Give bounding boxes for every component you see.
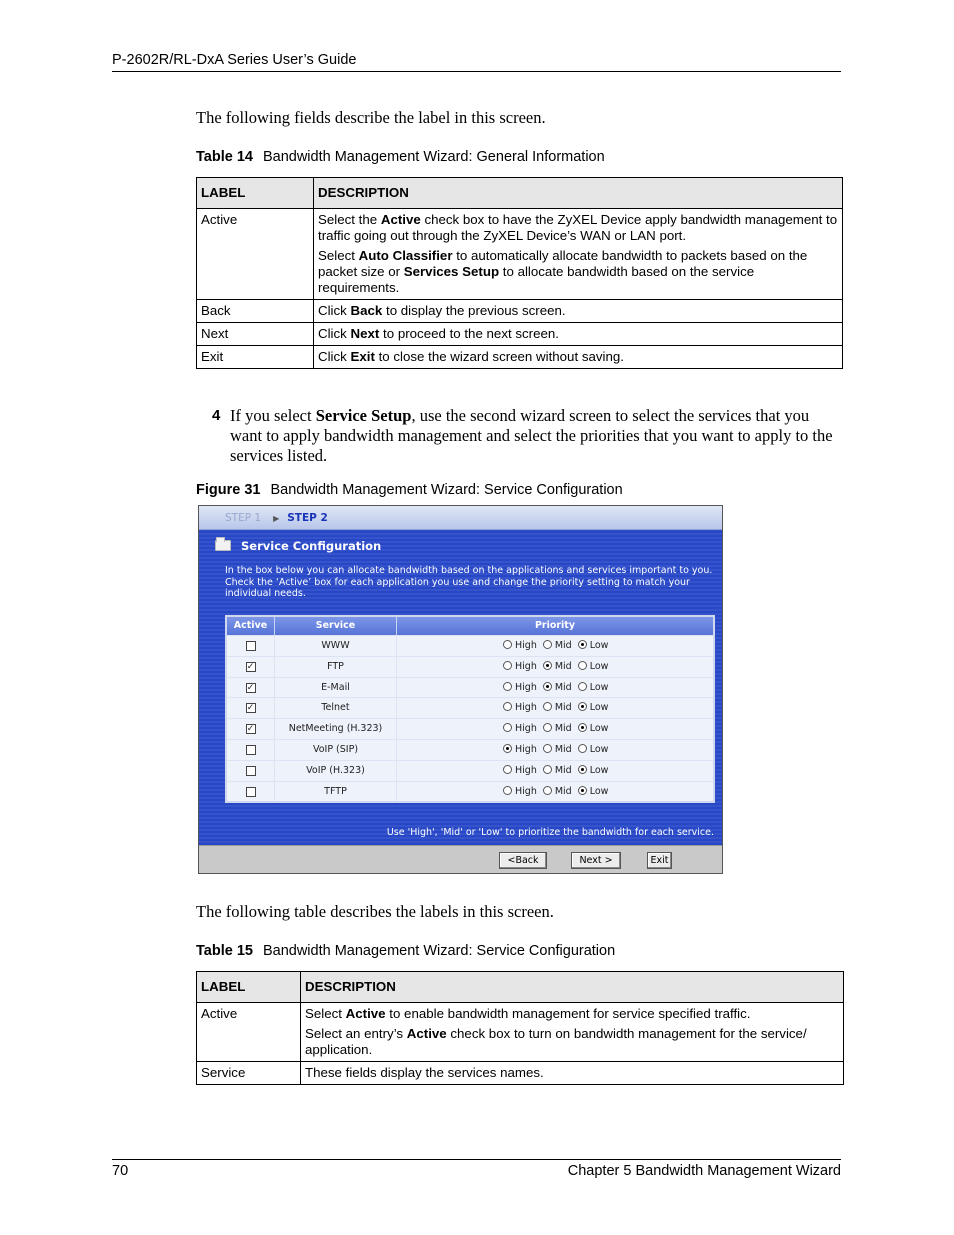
priority-mid-option[interactable]: [543, 723, 572, 734]
wizard-description: In the box below you can allocate bandwidth based on the applications and services important to you. Check the ‘Active’ box for each application you use and change the priority setting to match your individual needs.: [225, 565, 713, 599]
figure31-caption: [196, 482, 623, 498]
wizard-screenshot: [198, 505, 723, 874]
step2-tab[interactable]: STEP 2: [287, 512, 328, 524]
priority-mid-option[interactable]: [543, 765, 572, 776]
priority-low-option[interactable]: [578, 723, 609, 734]
service-name: Telnet: [275, 698, 397, 718]
radio-button-icon[interactable]: [503, 765, 512, 774]
radio-button-icon[interactable]: [503, 744, 512, 753]
active-checkbox[interactable]: [246, 787, 256, 797]
radio-button-icon[interactable]: [578, 702, 587, 711]
row-description: Click Back to display the previous screen.: [314, 300, 843, 323]
col-label-header: LABEL: [197, 972, 301, 1003]
table-header-row: [197, 178, 843, 209]
radio-button-icon[interactable]: [578, 682, 587, 691]
priority-high-option[interactable]: [503, 786, 537, 797]
active-cell: [227, 678, 275, 698]
service-row: [227, 718, 713, 739]
priority-label: High: [515, 702, 537, 714]
priority-low-option[interactable]: [578, 682, 609, 693]
table-row: [197, 1062, 844, 1085]
active-cell: [227, 761, 275, 781]
active-cell: [227, 657, 275, 677]
priority-label: Mid: [554, 764, 572, 776]
table15: [196, 971, 844, 1085]
active-checkbox[interactable]: ✓: [246, 682, 255, 693]
priority-mid-option[interactable]: [543, 682, 572, 693]
active-checkbox[interactable]: ✓: [246, 661, 255, 672]
table14-caption: [196, 149, 605, 165]
priority-mid-option[interactable]: [543, 744, 572, 755]
table14-title: Bandwidth Management Wizard: General Information: [262, 149, 605, 165]
priority-low-option[interactable]: [578, 765, 609, 776]
folder-icon: [215, 540, 231, 551]
priority-label: Low: [589, 743, 609, 755]
priority-low-option[interactable]: [578, 702, 609, 713]
table-row: [197, 323, 843, 346]
row-description: Select Active to enable bandwidth management for service specified traffic. Select an entry’s Active check box to turn on bandwidth management for the service/ application.: [301, 1003, 844, 1062]
table14: [196, 177, 843, 369]
table-row: [197, 209, 843, 300]
priority-label: Low: [589, 681, 609, 693]
priority-cell: [397, 636, 713, 656]
priority-label: High: [515, 764, 537, 776]
priority-low-option[interactable]: [578, 640, 609, 651]
radio-button-icon[interactable]: [543, 744, 552, 753]
priority-label: Mid: [554, 702, 572, 714]
priority-high-option[interactable]: [503, 682, 537, 693]
priority-label: Mid: [554, 723, 572, 735]
page-number: 70: [112, 1163, 129, 1179]
wizard-body: [199, 531, 722, 845]
active-checkbox[interactable]: [246, 745, 256, 755]
priority-label: Low: [589, 640, 609, 651]
radio-button-icon[interactable]: [578, 723, 587, 732]
service-name: NetMeeting (H.323): [275, 719, 397, 739]
radio-button-icon[interactable]: [578, 786, 587, 795]
priority-label: Mid: [554, 640, 572, 651]
service-row: [227, 656, 713, 677]
priority-cell: [397, 678, 713, 698]
service-table: [225, 615, 715, 803]
active-cell: [227, 698, 275, 718]
col-priority-header: Priority: [534, 620, 576, 631]
radio-button-icon[interactable]: [503, 723, 512, 732]
wizard-title: Service Configuration: [215, 539, 381, 553]
priority-mid-option[interactable]: [543, 640, 572, 651]
priority-cell: [397, 761, 713, 781]
col-label-header: LABEL: [197, 178, 314, 209]
radio-button-icon[interactable]: [503, 661, 512, 670]
priority-label: High: [515, 660, 537, 672]
active-cell: [227, 719, 275, 739]
priority-mid-option[interactable]: [543, 661, 572, 672]
active-cell: [227, 740, 275, 760]
radio-button-icon[interactable]: [503, 682, 512, 691]
radio-button-icon[interactable]: [578, 640, 587, 649]
radio-button-icon[interactable]: [543, 723, 552, 732]
row-label: Service: [197, 1062, 301, 1085]
priority-cell: [397, 719, 713, 739]
wizard-footer: [199, 845, 722, 874]
priority-cell: [397, 740, 713, 760]
priority-label: High: [515, 785, 537, 797]
priority-low-option[interactable]: [578, 786, 609, 797]
row-description: Click Exit to close the wizard screen without saving.: [314, 346, 843, 369]
table-row: [197, 346, 843, 369]
radio-button-icon[interactable]: [543, 765, 552, 774]
header-rule: [112, 71, 841, 72]
row-label: Active: [197, 209, 314, 300]
radio-button-icon[interactable]: [543, 702, 552, 711]
radio-button-icon[interactable]: [503, 786, 512, 795]
chapter-title: Chapter 5 Bandwidth Management Wizard: [567, 1163, 841, 1179]
table14-number: Table 14: [196, 149, 253, 165]
radio-button-icon[interactable]: [503, 640, 512, 649]
service-row: [227, 697, 713, 718]
service-name: WWW: [275, 636, 397, 656]
service-row: [227, 781, 713, 802]
priority-mid-option[interactable]: [543, 702, 572, 713]
service-name: E-Mail: [275, 678, 397, 698]
active-checkbox[interactable]: ✓: [246, 703, 255, 714]
back-button[interactable]: <Back: [499, 852, 547, 869]
radio-button-icon[interactable]: [543, 682, 552, 691]
priority-label: High: [515, 743, 537, 755]
intro-paragraph-2: The following table describes the labels in this screen.: [196, 902, 554, 921]
figure31-title: Bandwidth Management Wizard: Service Configuration: [270, 482, 623, 498]
radio-button-icon[interactable]: [503, 702, 512, 711]
priority-cell: [397, 698, 713, 718]
priority-label: High: [515, 681, 537, 693]
active-checkbox[interactable]: [246, 766, 256, 776]
step-4-paragraph: 4 If you select Service Setup, use the second wizard screen to select the services that you want to apply bandwidth management and select the priorities that you want to apply to the services listed.: [212, 406, 833, 465]
priority-label: High: [515, 723, 537, 735]
service-row: [227, 677, 713, 698]
priority-high-option[interactable]: [503, 640, 537, 651]
priority-label: Mid: [554, 785, 572, 797]
intro-paragraph: The following fields describe the label in this screen.: [196, 108, 546, 127]
priority-label: Mid: [554, 681, 572, 693]
priority-cell: [397, 657, 713, 677]
col-service-header: Service: [275, 617, 397, 635]
priority-low-option[interactable]: [578, 744, 609, 755]
service-row: [227, 760, 713, 781]
table15-caption: [196, 943, 615, 959]
radio-button-icon[interactable]: [578, 744, 587, 753]
priority-mid-option[interactable]: [543, 786, 572, 797]
row-description: These fields display the services names.: [301, 1062, 844, 1085]
priority-label: Low: [589, 702, 609, 714]
priority-high-option[interactable]: [503, 744, 537, 755]
row-label: Next: [197, 323, 314, 346]
radio-button-icon[interactable]: [578, 765, 587, 774]
radio-button-icon[interactable]: [543, 640, 552, 649]
service-row: [227, 739, 713, 760]
priority-high-option[interactable]: [503, 765, 537, 776]
service-name: VoIP (SIP): [275, 740, 397, 760]
service-name: TFTP: [275, 782, 397, 802]
table15-title: Bandwidth Management Wizard: Service Configuration: [262, 943, 616, 959]
step-number: 4: [212, 407, 221, 424]
priority-cell: [397, 782, 713, 802]
priority-label: High: [515, 640, 537, 651]
radio-button-icon[interactable]: [543, 786, 552, 795]
table-row: [197, 300, 843, 323]
figure31-number: Figure 31: [196, 482, 261, 498]
row-label: Back: [197, 300, 314, 323]
active-cell: [227, 782, 275, 802]
table-header-row: [197, 972, 844, 1003]
active-checkbox[interactable]: [246, 641, 256, 651]
footer-rule: [112, 1159, 841, 1160]
row-label: Exit: [197, 346, 314, 369]
priority-label: Low: [589, 723, 609, 735]
step-arrow-icon: ▶: [273, 514, 280, 523]
service-row: [227, 635, 713, 656]
priority-high-option[interactable]: [503, 723, 537, 734]
table15-number: Table 15: [196, 943, 253, 959]
table-row: [197, 1003, 844, 1062]
row-description: Click Next to proceed to the next screen.: [314, 323, 843, 346]
active-checkbox[interactable]: ✓: [246, 724, 255, 735]
priority-label: Low: [589, 660, 609, 672]
radio-button-icon[interactable]: [543, 661, 552, 670]
row-description: Select the Active check box to have the ZyXEL Device apply bandwidth management to traffic going out through the ZyXEL Device’s WAN or LAN port. Select Auto Classifier to automatically allocate bandwidth to packets based on the packet size or Services Setup to allocate bandwidth based on the service requirements.: [314, 209, 843, 300]
col-description-header: DESCRIPTION: [301, 972, 844, 1003]
priority-label: Mid: [554, 743, 572, 755]
priority-note: Use 'High', 'Mid' or 'Low' to prioritize the bandwidth for each service.: [386, 827, 714, 838]
next-button[interactable]: Next >: [571, 852, 621, 869]
exit-button[interactable]: Exit: [647, 852, 672, 869]
priority-high-option[interactable]: [503, 702, 537, 713]
radio-button-icon[interactable]: [578, 661, 587, 670]
step1-tab[interactable]: STEP 1: [225, 512, 262, 524]
row-label: Active: [197, 1003, 301, 1062]
priority-label: Low: [589, 785, 609, 797]
col-description-header: DESCRIPTION: [314, 178, 843, 209]
priority-label: Mid: [554, 660, 572, 672]
col-active-header: Active: [227, 617, 275, 635]
running-header: P-2602R/RL-DxA Series User’s Guide: [112, 52, 357, 68]
priority-high-option[interactable]: [503, 661, 537, 672]
priority-low-option[interactable]: [578, 661, 609, 672]
wizard-step-bar: [199, 506, 722, 530]
priority-label: Low: [589, 764, 609, 776]
service-name: VoIP (H.323): [275, 761, 397, 781]
active-cell: [227, 636, 275, 656]
service-name: FTP: [275, 657, 397, 677]
service-table-header: [227, 617, 713, 635]
